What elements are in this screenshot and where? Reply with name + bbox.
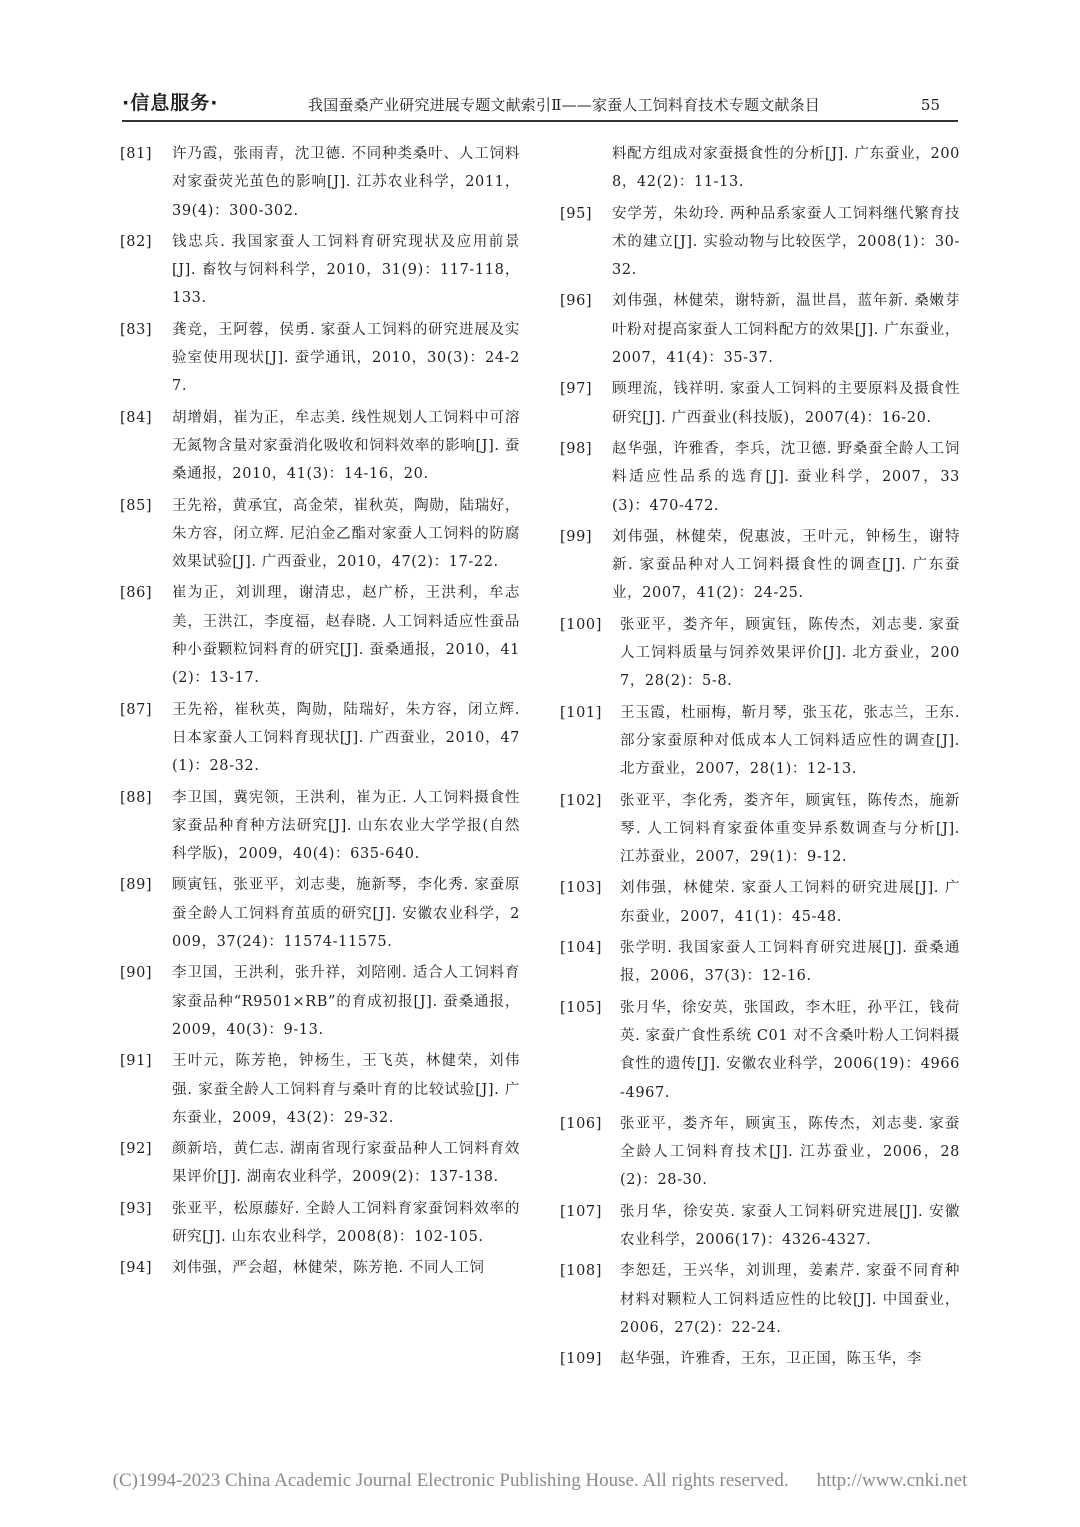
reference-continuation (560, 140, 960, 197)
reference-number: [86] (120, 585, 153, 602)
reference-text: 顾寅钰，张亚平，刘志斐，施新琴，李化秀. 家蚕原蚕全龄人工饲料育茧质的研究[J]. 安徽农业科学，2009，37(24)：11574-11575. (172, 877, 520, 951)
reference-text: 张亚平，娄齐年，顾寅玉，陈传杰，刘志斐. 家蚕全龄人工饲料育技术[J]. 江苏蚕业，2006，28(2)：28-30. (620, 1115, 960, 1189)
reference-text: 赵华强，许雅香，王东，卫正国，陈玉华，李 (620, 1351, 922, 1368)
reference-item (560, 699, 960, 784)
reference-item (120, 784, 520, 869)
reference-number: [89] (120, 877, 153, 894)
reference-number: [90] (120, 965, 153, 982)
reference-item (560, 874, 960, 931)
reference-item (120, 492, 520, 577)
reference-text: 王叶元，陈芳艳，钟杨生，王飞英，林健荣，刘伟强. 家蚕全龄人工饲料育与桑叶育的比较试验[J]. 广东蚕业，2009，43(2)：29-32. (172, 1053, 520, 1126)
reference-text: 王先裕，黄承宜，高金荣，崔秋英，陶勋，陆瑞好，朱方容，闭立辉. 尼泊金乙酯对家蚕人工饲料的防腐效果试验[J]. 广西蚕业，2010，47(2)：17-22. (172, 497, 520, 571)
reference-item (560, 375, 960, 432)
reference-text: 王玉霞，杜丽梅，靳月琴，张玉花，张志兰，王东. 部分家蚕原种对低成本人工饲料适应性的调查[J]. 北方蚕业，2007，28(1)：12-13. (620, 704, 960, 778)
reference-text: 刘伟强，严会超，林健荣，陈芳艳. 不同人工饲 (172, 1260, 485, 1277)
reference-item (120, 1254, 520, 1282)
page-footer (0, 1470, 1080, 1492)
reference-number: [96] (560, 293, 593, 310)
reference-text: 胡增娟，崔为正，牟志美. 线性规划人工饲料中可溶无氮物含量对家蚕消化吸收和饲料效率的影响[J]. 蚕桑通报，2010，41(3)：14-16，20. (172, 409, 520, 483)
reference-number: [107] (560, 1203, 602, 1220)
section-label: ·信息服务· (122, 92, 219, 114)
reference-item (560, 287, 960, 372)
reference-number: [87] (120, 701, 153, 718)
reference-text: 张亚平，娄齐年，顾寅钰，陈传杰，刘志斐. 家蚕人工饲料质量与饲养效果评价[J]. 北方蚕业，2007，28(2)：5-8. (620, 616, 960, 690)
left-column (120, 140, 520, 1286)
reference-text: 崔为正，刘训理，谢清忠，赵广桥，王洪利，牟志美，王洪江，李度福，赵春晓. 人工饲料适应性蚕品种小蚕颗粒饲料育的研究[J]. 蚕桑通报，2010，41(2)：13-17. (172, 585, 520, 687)
reference-item (120, 579, 520, 692)
reference-number: [85] (120, 497, 153, 514)
reference-item (560, 1110, 960, 1195)
reference-item (120, 696, 520, 781)
running-title: 我国蚕桑产业研究进展专题文献索引Ⅱ——家蚕人工饲料育技术专题文献条目 (308, 96, 820, 114)
reference-item (120, 1195, 520, 1252)
reference-item (560, 611, 960, 696)
footer-url[interactable]: http://www.cnki.net (816, 1470, 968, 1491)
reference-text: 刘伟强，林健荣，谢特新，温世昌，蓝年新. 桑嫩芽叶粉对提高家蚕人工饲料配方的效果[J]. 广东蚕业，2007，41(4)：35-37. (612, 293, 960, 367)
reference-text: 刘伟强，林健荣，倪惠波，王叶元，钟杨生，谢特新. 家蚕品种对人工饲料摄食性的调查[J]. 广东蚕业，2007，41(2)：24-25. (612, 528, 960, 602)
reference-text: 张亚平，李化秀，娄齐年，顾寅钰，陈传杰，施新琴. 人工饲料育家蚕体重变异系数调查与分析[J]. 江苏蚕业，2007，29(1)：9-12. (620, 792, 960, 866)
reference-item (120, 871, 520, 956)
reference-item (120, 404, 520, 489)
reference-number: [81] (120, 146, 153, 162)
reference-text: 钱忠兵. 我国家蚕人工饲料育研究现状及应用前景[J]. 畜牧与饲料科学，2010，31(9)：117-118，133. (172, 233, 520, 307)
reference-number: [109] (560, 1351, 602, 1368)
reference-number: [108] (560, 1263, 602, 1280)
reference-text: 张学明. 我国家蚕人工饲料育研究进展[J]. 蚕桑通报，2006，37(3)：12-16. (620, 940, 960, 985)
reference-number: [99] (560, 528, 593, 545)
reference-item (120, 1047, 520, 1132)
reference-item (560, 934, 960, 991)
reference-text: 张月华，徐安英. 家蚕人工饲料研究进展[J]. 安徽农业科学，2006(17)：4326-4327. (620, 1203, 960, 1248)
reference-number: [103] (560, 880, 602, 897)
reference-number: [83] (120, 321, 153, 338)
reference-number: [92] (120, 1141, 153, 1158)
reference-item (120, 140, 520, 225)
reference-item (560, 787, 960, 872)
reference-number: [105] (560, 999, 602, 1016)
reference-text: 颜新培，黄仁志. 湖南省现行家蚕品种人工饲料育效果评价[J]. 湖南农业科学，2009(2)：137-138. (172, 1141, 520, 1186)
reference-number: [106] (560, 1115, 602, 1132)
reference-item (120, 316, 520, 401)
copyright-notice: (C)1994-2023 China Academic Journal Electronic Publishing House. All rights reserved. (112, 1470, 789, 1491)
reference-item (560, 994, 960, 1107)
reference-number: [101] (560, 704, 602, 721)
page-number: 55 (920, 96, 940, 114)
reference-number: [95] (560, 205, 593, 222)
reference-item (120, 1135, 520, 1192)
reference-text: 张亚平，松原藤好. 全龄人工饲料育家蚕饲料效率的研究[J]. 山东农业科学，2008(8)：102-105. (172, 1200, 520, 1245)
reference-number: [100] (560, 616, 602, 633)
reference-text: 顾理流，钱祥明. 家蚕人工饲料的主要原料及摄食性研究[J]. 广西蚕业(科技版)，2007(4)：16-20. (612, 381, 960, 426)
reference-item (560, 523, 960, 608)
reference-number: [94] (120, 1260, 153, 1277)
reference-text: 李卫国，王洪利，张升祥，刘陪刚. 适合人工饲料育家蚕品种“R9501×RB”的育成初报[J]. 蚕桑通报，2009，40(3)：9-13. (172, 965, 520, 1038)
reference-text: 龚竞，王阿蓉，侯勇. 家蚕人工饲料的研究进展及实验室使用现状[J]. 蚕学通讯，2010，30(3)：24-27. (172, 321, 520, 395)
reference-item (120, 959, 520, 1044)
reference-item (560, 1257, 960, 1342)
reference-item (560, 1198, 960, 1255)
reference-item (120, 228, 520, 313)
reference-item (560, 200, 960, 285)
reference-item (560, 1345, 960, 1373)
reference-number: [82] (120, 233, 153, 250)
reference-text: 安学芳，朱幼玲. 两种品系家蚕人工饲料继代繁育技术的建立[J]. 实验动物与比较医学，2008(1)：30-32. (612, 205, 960, 279)
reference-number: [93] (120, 1200, 153, 1217)
reference-text: 王先裕，崔秋英，陶勋，陆瑞好，朱方容，闭立辉. 日本家蚕人工饲料育现状[J]. 广西蚕业，2010，47(1)：28-32. (172, 701, 520, 775)
reference-item (560, 435, 960, 520)
reference-number: [102] (560, 792, 602, 809)
right-column (560, 140, 960, 1376)
reference-number: [104] (560, 940, 602, 957)
reference-text: 李恕廷，王兴华，刘训理，姜素芹. 家蚕不同育种材料对颗粒人工饲料适应性的比较[J]. 中国蚕业，2006，27(2)：22-24. (620, 1263, 960, 1336)
reference-number: [84] (120, 409, 153, 426)
reference-text: 张月华，徐安英，张国政，李木旺，孙平江，钱荷英. 家蚕广食性系统 C01 对不含桑叶粉人工饲料摄食性的遗传[J]. 安徽农业科学，2006(19)：4966-4967. (620, 999, 960, 1101)
reference-text: 赵华强，许雅香，李兵，沈卫德. 野桑蚕全龄人工饲料适应性品系的选育[J]. 蚕业科学，2007，33(3)：470-472. (612, 440, 960, 514)
page-header (122, 88, 958, 122)
reference-text: 许乃霞，张雨青，沈卫德. 不同种类桑叶、人工饲料对家蚕荧光茧色的影响[J]. 江苏农业科学，2011，39(4)：300-302. (172, 146, 520, 219)
reference-number: [88] (120, 789, 153, 806)
reference-continuation-text: 料配方组成对家蚕摄食性的分析[J]. 广东蚕业，2008，42(2)：11-13. (612, 146, 960, 191)
reference-number: [98] (560, 440, 593, 457)
reference-text: 李卫国，冀宪领，王洪利，崔为正. 人工饲料摄食性家蚕品种育种方法研究[J]. 山东农业大学学报(自然科学版)，2009，40(4)：635-640. (172, 789, 520, 863)
header-rule (122, 120, 958, 122)
reference-number: [91] (120, 1053, 153, 1070)
reference-number: [97] (560, 381, 593, 398)
reference-text: 刘伟强，林健荣. 家蚕人工饲料的研究进展[J]. 广东蚕业，2007，41(1)：45-48. (620, 880, 960, 925)
